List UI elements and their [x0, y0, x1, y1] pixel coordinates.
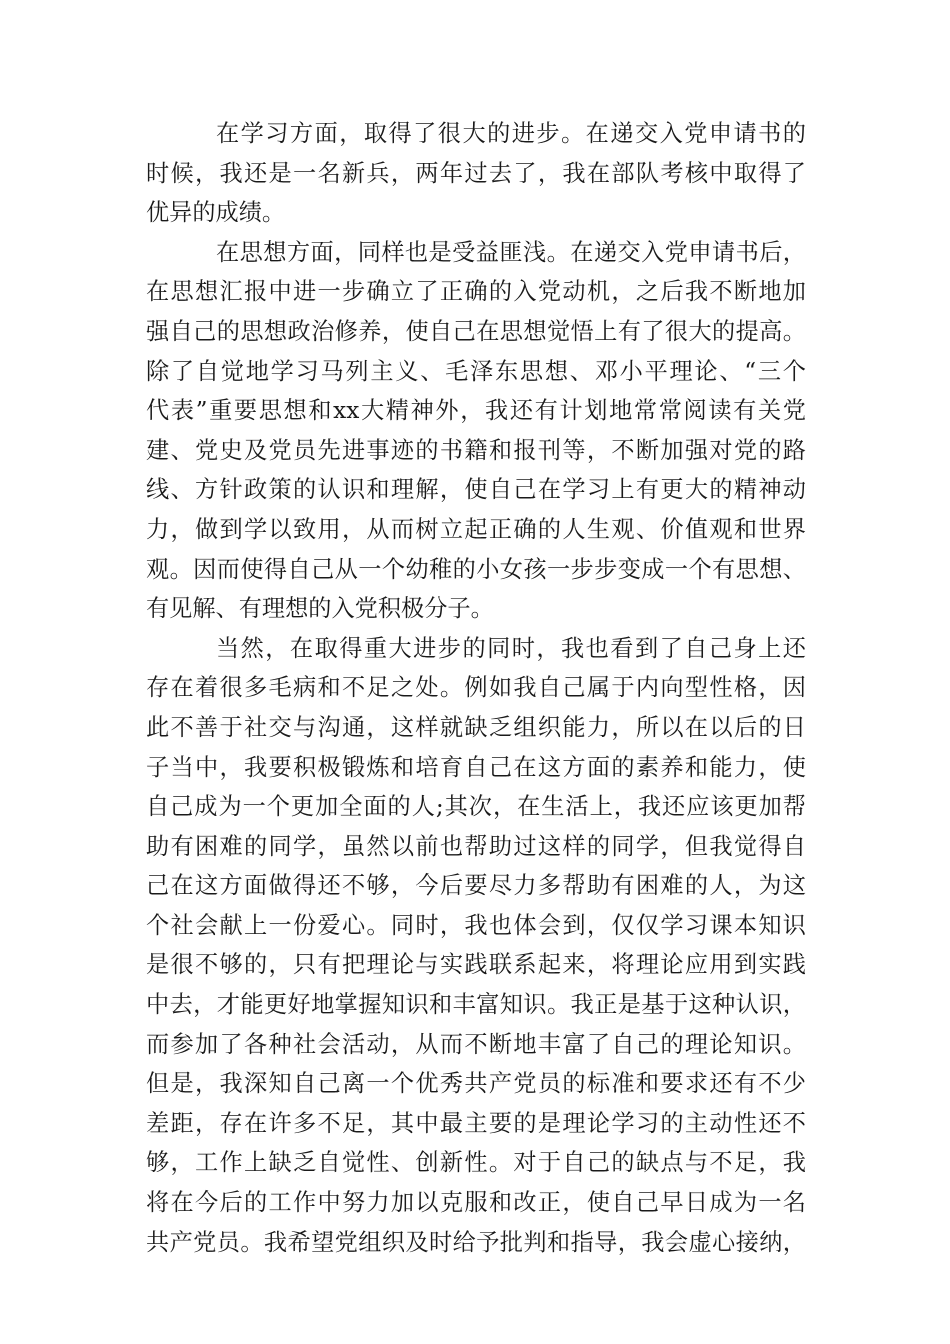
paragraph-3-line-7: 己在这方面做得还不够，今后要尽力多帮助有困难的人，为这 [146, 872, 806, 900]
paragraph-3-line-8: 个社会献上一份爱心。同时，我也体会到，仅仅学习课本知识 [146, 911, 806, 939]
paragraph-3-line-9: 是很不够的，只有把理论与实践联系起来，将理论应用到实践 [146, 951, 806, 979]
paragraph-3-line-12: 但是，我深知自己离一个优秀共产党员的标准和要求还有不少 [146, 1070, 806, 1098]
paragraph-3-line-14: 够，工作上缺乏自觉性、创新性。对于自己的缺点与不足，我 [146, 1149, 806, 1177]
paragraph-2-line-5: 代表”重要思想和xx大精神外，我还有计划地常常阅读有关党 [146, 397, 806, 425]
paragraph-1-line-2: 时候，我还是一名新兵，两年过去了，我在部队考核中取得了 [146, 159, 806, 187]
paragraph-1-line-3: 优异的成绩。 [146, 199, 286, 227]
paragraph-1-line-1: 在学习方面，取得了很大的进步。在递交入党申请书的 [216, 120, 806, 147]
paragraph-3-line-2: 存在着很多毛病和不足之处。例如我自己属于内向型性格，因 [146, 674, 806, 702]
paragraph-3-line-5: 自己成为一个更加全面的人;其次，在生活上，我还应该更加帮 [146, 793, 806, 821]
paragraph-3-line-13: 差距，存在许多不足，其中最主要的是理论学习的主动性还不 [146, 1109, 806, 1137]
document-body [146, 114, 806, 1262]
paragraph-2-line-7: 线、方针政策的认识和理解，使自己在学习上有更大的精神动 [146, 476, 806, 504]
paragraph-2-line-9: 观。因而使得自己从一个幼稚的小女孩一步步变成一个有思想、 [146, 555, 806, 583]
paragraph-3-line-1: 当然，在取得重大进步的同时，我也看到了自己身上还 [216, 634, 806, 662]
paragraph-2-line-1: 在思想方面，同样也是受益匪浅。在递交入党申请书后， [216, 238, 806, 266]
paragraph-3-line-6: 助有困难的同学，虽然以前也帮助过这样的同学，但我觉得自 [146, 832, 806, 860]
paragraph-2-line-10: 有见解、有理想的入党积极分子。 [146, 595, 494, 623]
paragraph-3-line-10: 中去，才能更好地掌握知识和丰富知识。我正是基于这种认识， [146, 991, 806, 1019]
paragraph-2-line-6: 建、党史及党员先进事迹的书籍和报刊等，不断加强对党的路 [146, 436, 806, 464]
paragraph-3-line-3: 此不善于社交与沟通，这样就缺乏组织能力，所以在以后的日 [146, 713, 806, 741]
paragraph-3-line-16: 共产党员。我希望党组织及时给予批判和指导，我会虚心接纳， [146, 1228, 806, 1256]
paragraph-3-line-4: 子当中，我要积极锻炼和培育自己在这方面的素养和能力，使 [146, 753, 806, 781]
paragraph-2-line-8: 力，做到学以致用，从而树立起正确的人生观、价值观和世界 [146, 515, 806, 543]
paragraph-2-line-2: 在思想汇报中进一步确立了正确的入党动机，之后我不断地加 [146, 278, 806, 306]
paragraph-2-line-3: 强自己的思想政治修养，使自己在思想觉悟上有了很大的提高。 [146, 317, 806, 345]
paragraph-3-line-11: 而参加了各种社会活动，从而不断地丰富了自己的理论知识。 [146, 1030, 806, 1058]
paragraph-2-line-4: 除了自觉地学习马列主义、毛泽东思想、邓小平理论、“三个 [146, 357, 806, 385]
paragraph-3-line-15: 将在今后的工作中努力加以克服和改正，使自己早日成为一名 [146, 1189, 806, 1217]
